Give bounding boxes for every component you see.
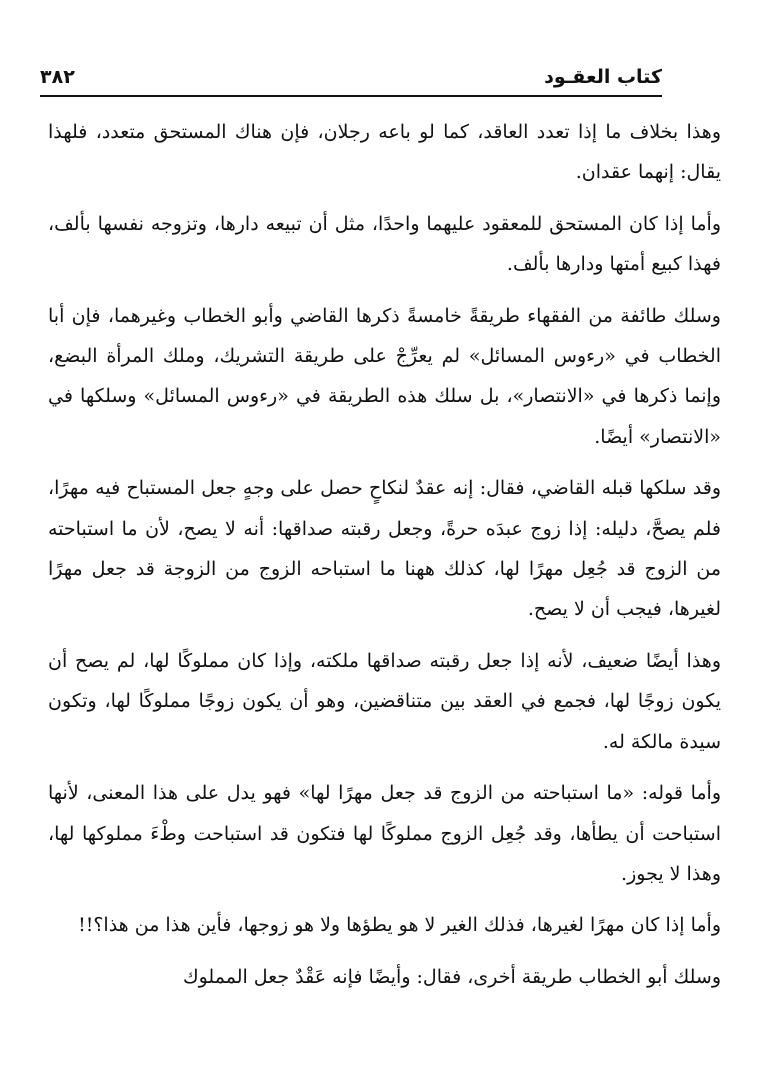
paragraph: وسلك طائفة من الفقهاء طريقةً خامسةً ذكرها القاضي وأبو الخطاب وغيرهما، فإن أبا الخطاب في «رءوس المسائل» لم يعرِّجْ على طريقة التشريك، وملك المرأة البضع، وإنما ذكرها في «الانتصار»، بل سلك هذه الطريقة في «رءوس المسائل» وسلكها في «الانتصار» أيضًا. (48, 304, 721, 448)
page-number: ٣٨٢ (40, 66, 75, 88)
page-header (40, 64, 662, 94)
running-title: كتاب العقـود (544, 66, 662, 88)
paragraph: وسلك أبو الخطاب طريقة أخرى، فقال: وأيضًا فإنه عَقْدٌ جعل المملوك (182, 965, 721, 988)
header-rule (40, 95, 662, 97)
paragraph: وأما إذا كان مهرًا لغيرها، فذلك الغير لا هو يطؤها ولا هو زوجها، فأين هذا من هذا؟!! (78, 914, 721, 937)
paragraph: وقد سلكها قبله القاضي، فقال: إنه عقدٌ لنكاحٍ حصل على وجهٍ جعل المستباح فيه مهرًا، فلم يصحَّ، دليله: إذا زوج عبدَه حرةً، وجعل رقبته صداقها: أنه لا يصح، لأن ما استباحته من الزوج قد جُعِل مهرًا لها، كذلك ههنا ما استباحه الزوج من الزوجة قد جعل مهرًا لغيرها، فيجب أن لا يصح. (48, 477, 721, 621)
paragraph: وهذا بخلاف ما إذا تعدد العاقد، كما لو باعه رجلان، فإن هناك المستحق متعدد، فلهذا يقال: إنهما عقدان. (48, 121, 721, 184)
paragraph: وأما إذا كان المستحق للمعقود عليهما واحدًا، مثل أن تبيعه دارها، وتزوجه نفسها بألف، فهذا كبيع أمتها ودارها بألف. (48, 212, 721, 276)
paragraph: وأما قوله: «ما استباحته من الزوج قد جعل مهرًا لها» فهو يدل على هذا المعنى، لأنها استباحت أن يطأها، وقد جُعِل الزوج مملوكًا لها فتكون قد استباحت وطْءَ مملوكها لها، وهذا لا يجوز. (48, 782, 721, 885)
paragraph: وهذا أيضًا ضعيف، لأنه إذا جعل رقبته صداقها ملكته، وإذا كان مملوكًا لها، لم يصح أن يكون زوجًا لها، فجمع في العقد بين متناقضين، وهو أن يكون زوجًا مملوكًا لها، وتكون سيدة مالكة له. (48, 649, 721, 753)
body-text (48, 112, 721, 997)
